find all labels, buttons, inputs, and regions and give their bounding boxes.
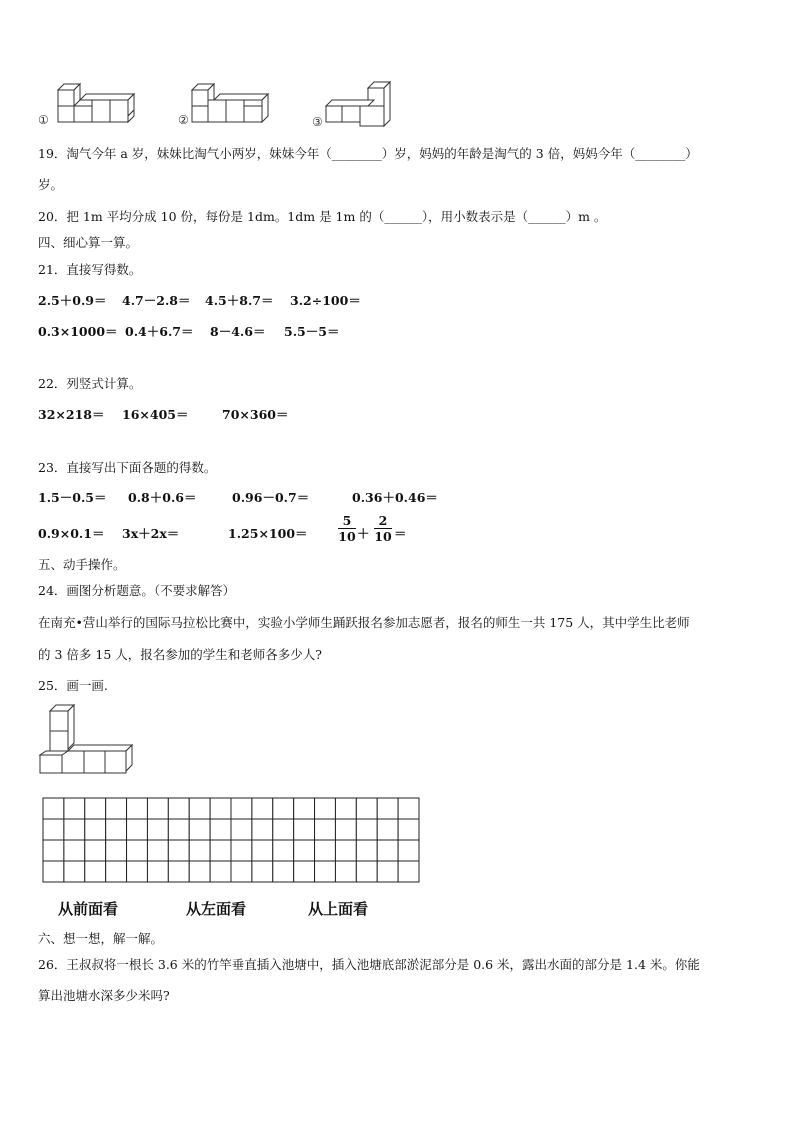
grid-cell[interactable] xyxy=(147,798,168,819)
grid-cell[interactable] xyxy=(64,840,85,861)
grid-cell[interactable] xyxy=(147,819,168,840)
grid-cell[interactable] xyxy=(43,840,64,861)
grid-cell[interactable] xyxy=(64,861,85,882)
question-26-line-2: 算出池塘水深多少米吗? xyxy=(38,988,170,1003)
grid-cell[interactable] xyxy=(85,819,106,840)
grid-cell[interactable] xyxy=(127,840,148,861)
grid-cell[interactable] xyxy=(189,798,210,819)
grid-cell[interactable] xyxy=(252,861,273,882)
grid-cell[interactable] xyxy=(377,798,398,819)
section-4-heading: 四、细心算一算。 xyxy=(38,235,139,250)
cube-figure-3 xyxy=(312,80,412,130)
question-24-title: 24．画图分析题意。（不要求解答） xyxy=(38,583,236,598)
view-label-left: 从左面看 xyxy=(186,900,247,918)
grid-cell[interactable] xyxy=(106,819,127,840)
grid-cell[interactable] xyxy=(43,861,64,882)
fraction-denominator: 10 xyxy=(374,529,392,544)
cube-figure-2 xyxy=(178,84,278,134)
grid-cell[interactable] xyxy=(210,819,231,840)
grid-cell[interactable] xyxy=(64,819,85,840)
grid-cell[interactable] xyxy=(43,819,64,840)
q21-item: 5.5－5＝ xyxy=(284,324,340,339)
q23-item: 1.5－0.5＝ xyxy=(38,490,107,505)
grid-cell[interactable] xyxy=(231,819,252,840)
grid-cell[interactable] xyxy=(273,819,294,840)
grid-cell[interactable] xyxy=(106,798,127,819)
question-24-line-2: 的 3 倍多 15 人，报名参加的学生和老师各多少人? xyxy=(38,647,322,662)
grid-cell[interactable] xyxy=(315,819,336,840)
question-19-line-2: 岁。 xyxy=(38,177,64,192)
question-22-title: 22．列竖式计算。 xyxy=(38,376,142,391)
grid-cell[interactable] xyxy=(189,861,210,882)
grid-cell[interactable] xyxy=(273,861,294,882)
grid-cell[interactable] xyxy=(127,819,148,840)
view-label-top: 从上面看 xyxy=(308,900,369,918)
grid-cell[interactable] xyxy=(398,840,419,861)
grid-cell[interactable] xyxy=(106,840,127,861)
grid-cell[interactable] xyxy=(189,819,210,840)
cube-figure-1 xyxy=(38,84,138,134)
grid-cell[interactable] xyxy=(64,798,85,819)
fraction-numerator: 5 xyxy=(342,513,352,528)
cube-figure-q25 xyxy=(40,705,150,785)
drawing-grid[interactable] xyxy=(42,797,420,883)
grid-cell[interactable] xyxy=(315,861,336,882)
q22-item: 32×218＝ xyxy=(38,407,105,422)
grid-cell[interactable] xyxy=(315,840,336,861)
grid-cell[interactable] xyxy=(398,819,419,840)
grid-cell[interactable] xyxy=(335,840,356,861)
q23-item: 0.9×0.1＝ xyxy=(38,526,105,541)
grid-cell[interactable] xyxy=(294,798,315,819)
grid-cell[interactable] xyxy=(252,840,273,861)
grid-cell[interactable] xyxy=(147,840,168,861)
grid-cell[interactable] xyxy=(85,798,106,819)
grid-cell[interactable] xyxy=(377,861,398,882)
plus-sign: ＋ xyxy=(357,526,370,541)
grid-cell[interactable] xyxy=(85,840,106,861)
grid-cell[interactable] xyxy=(168,798,189,819)
grid-cell[interactable] xyxy=(85,861,106,882)
section-6-heading: 六、想一想，解一解。 xyxy=(38,931,164,946)
grid-cell[interactable] xyxy=(335,798,356,819)
grid-cell[interactable] xyxy=(210,798,231,819)
q21-item: 2.5＋0.9＝ xyxy=(38,293,107,308)
q21-item: 0.3×1000＝ xyxy=(38,324,118,339)
q23-item: 1.25×100＝ xyxy=(228,526,308,541)
grid-cell[interactable] xyxy=(231,798,252,819)
grid-cell[interactable] xyxy=(231,840,252,861)
q23-item: 0.96－0.7＝ xyxy=(232,490,310,505)
figure-label-1: ① xyxy=(38,113,49,127)
grid-cell[interactable] xyxy=(294,840,315,861)
figure-label-3: ③ xyxy=(312,115,323,129)
grid-cell[interactable] xyxy=(377,819,398,840)
q23-item: 0.8＋0.6＝ xyxy=(128,490,197,505)
grid-cell[interactable] xyxy=(356,819,377,840)
grid-cell[interactable] xyxy=(294,861,315,882)
q22-item: 16×405＝ xyxy=(122,407,189,422)
grid-cell[interactable] xyxy=(315,798,336,819)
grid-cell[interactable] xyxy=(335,861,356,882)
question-21-title: 21．直接写得数。 xyxy=(38,262,142,277)
grid-cell[interactable] xyxy=(398,861,419,882)
grid-cell[interactable] xyxy=(147,861,168,882)
fraction-2-10 xyxy=(374,513,392,544)
q22-item: 70×360＝ xyxy=(222,407,289,422)
q21-item: 8－4.6＝ xyxy=(210,324,266,339)
grid-cell[interactable] xyxy=(106,861,127,882)
q21-item: 4.7－2.8＝ xyxy=(122,293,191,308)
grid-cell[interactable] xyxy=(43,798,64,819)
grid-cell[interactable] xyxy=(127,861,148,882)
equals-sign: ＝ xyxy=(394,526,407,541)
grid-cell[interactable] xyxy=(273,798,294,819)
view-label-front: 从前面看 xyxy=(58,900,119,918)
q21-item: 3.2÷100＝ xyxy=(290,293,361,308)
grid-cell[interactable] xyxy=(252,798,273,819)
q21-item: 4.5＋8.7＝ xyxy=(205,293,274,308)
grid-cell[interactable] xyxy=(356,798,377,819)
question-20: 20．把 1m 平均分成 10 份，每份是 1dm。1dm 是 1m 的（______），用小数表示是（______）m 。 xyxy=(38,209,607,224)
grid-cell[interactable] xyxy=(252,819,273,840)
grid-cell[interactable] xyxy=(127,798,148,819)
grid-cell[interactable] xyxy=(398,798,419,819)
grid-cell[interactable] xyxy=(168,840,189,861)
grid-cell[interactable] xyxy=(356,861,377,882)
grid-cell[interactable] xyxy=(168,861,189,882)
grid-cell[interactable] xyxy=(189,840,210,861)
fraction-5-10 xyxy=(338,513,356,544)
grid-cell[interactable] xyxy=(273,840,294,861)
grid-cell[interactable] xyxy=(294,819,315,840)
question-23-title: 23．直接写出下面各题的得数。 xyxy=(38,460,217,475)
grid-cell[interactable] xyxy=(356,840,377,861)
fraction-denominator: 10 xyxy=(338,529,356,544)
grid-cell[interactable] xyxy=(168,819,189,840)
q23-item: 3x＋2x＝ xyxy=(122,526,180,541)
grid-cell[interactable] xyxy=(377,840,398,861)
fraction-numerator: 2 xyxy=(378,513,388,528)
question-25-title: 25．画一画. xyxy=(38,678,108,693)
section-5-heading: 五、动手操作。 xyxy=(38,557,126,572)
question-26-line-1: 26．王叔叔将一根长 3.6 米的竹竿垂直插入池塘中，插入池塘底部淤泥部分是 0.6 米，露出水面的部分是 1.4 米。你能 xyxy=(38,957,700,972)
q23-item: 0.36＋0.46＝ xyxy=(352,490,438,505)
grid-cell[interactable] xyxy=(231,861,252,882)
grid-cell[interactable] xyxy=(335,819,356,840)
q21-item: 0.4＋6.7＝ xyxy=(125,324,194,339)
question-19-line-1: 19．淘气今年 a 岁，妹妹比淘气小两岁，妹妹今年（________）岁，妈妈的年龄是淘气的 3 倍，妈妈今年（________） xyxy=(38,146,698,161)
grid-cell[interactable] xyxy=(210,861,231,882)
grid-cell[interactable] xyxy=(210,840,231,861)
figure-label-2: ② xyxy=(178,113,189,127)
question-24-line-1: 在南充•营山举行的国际马拉松比赛中，实验小学师生踊跃报名参加志愿者，报名的师生一共 175 人，其中学生比老师 xyxy=(38,615,690,630)
